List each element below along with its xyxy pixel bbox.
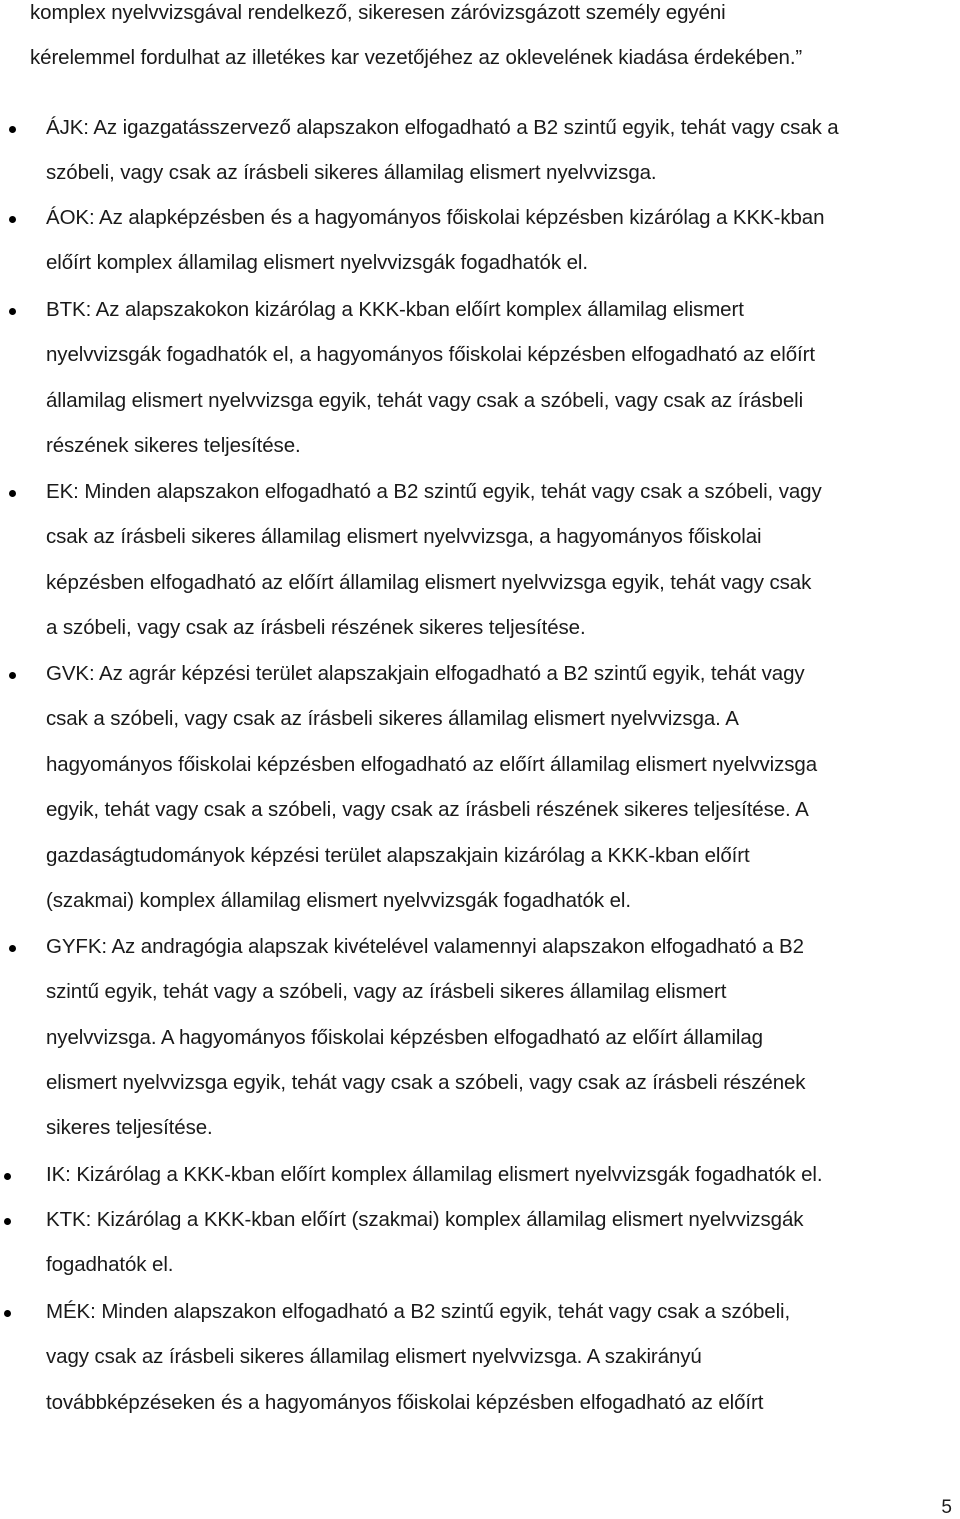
bullet-icon — [9, 216, 16, 223]
text-line: szóbeli, vagy csak az írásbeli sikeres államilag elismert nyelvvizsga. — [46, 161, 657, 184]
text-line: BTK: Az alapszakokon kizárólag a KKK-kban előírt komplex államilag elismert — [46, 298, 744, 321]
bullet-icon — [4, 1218, 11, 1225]
text-line: KTK: Kizárólag a KKK-kban előírt (szakmai) komplex államilag elismert nyelvvizsgák — [46, 1208, 804, 1231]
text-line: sikeres teljesítése. — [46, 1116, 213, 1139]
bullet-icon — [9, 126, 16, 133]
bullet-icon — [4, 1310, 11, 1317]
bullet-icon — [4, 1173, 11, 1180]
bullet-icon — [9, 945, 16, 952]
bullet-icon — [9, 308, 16, 315]
text-line: államilag elismert nyelvvizsga egyik, tehát vagy csak a szóbeli, vagy csak az írásbeli — [46, 389, 804, 412]
text-line: ÁJK: Az igazgatásszervező alapszakon elfogadható a B2 szintű egyik, tehát vagy csak a — [46, 116, 839, 139]
text-line: nyelvvizsgák fogadhatók el, a hagyományos főiskolai képzésben elfogadható az előírt — [46, 343, 815, 366]
text-line: (szakmai) komplex államilag elismert nyelvvizsgák fogadhatók el. — [46, 889, 631, 912]
text-line: csak a szóbeli, vagy csak az írásbeli sikeres államilag elismert nyelvvizsga. A — [46, 707, 739, 730]
text-line: kérelemmel fordulhat az illetékes kar vezetőjéhez az oklevelének kiadása érdekében.” — [30, 46, 803, 69]
text-line: gazdaságtudományok képzési terület alapszakjain kizárólag a KKK-kban előírt — [46, 844, 750, 867]
text-line: GVK: Az agrár képzési terület alapszakjain elfogadható a B2 szintű egyik, tehát vagy — [46, 662, 805, 685]
text-line: továbbképzéseken és a hagyományos főiskolai képzésben elfogadható az előírt — [46, 1391, 764, 1414]
page-number: 5 — [941, 1497, 952, 1518]
bullet-icon — [9, 490, 16, 497]
text-line: képzésben elfogadható az előírt államilag elismert nyelvvizsga egyik, tehát vagy csak — [46, 571, 812, 594]
text-line: fogadhatók el. — [46, 1253, 174, 1276]
text-line: komplex nyelvvizsgával rendelkező, sikeresen záróvizsgázott személy egyéni — [30, 1, 726, 24]
text-line: IK: Kizárólag a KKK-kban előírt komplex államilag elismert nyelvvizsgák fogadhatók el. — [46, 1163, 823, 1186]
bullet-icon — [9, 672, 16, 679]
text-line: MÉK: Minden alapszakon elfogadható a B2 szintű egyik, tehát vagy csak a szóbeli, — [46, 1300, 791, 1323]
text-line: ÁOK: Az alapképzésben és a hagyományos főiskolai képzésben kizárólag a KKK-kban — [46, 206, 825, 229]
text-line: EK: Minden alapszakon elfogadható a B2 szintű egyik, tehát vagy csak a szóbeli, vagy — [46, 480, 822, 503]
text-line: előírt komplex államilag elismert nyelvvizsgák fogadhatók el. — [46, 251, 588, 274]
text-line: részének sikeres teljesítése. — [46, 434, 301, 457]
text-line: vagy csak az írásbeli sikeres államilag elismert nyelvvizsga. A szakirányú — [46, 1345, 702, 1368]
text-line: a szóbeli, vagy csak az írásbeli részének sikeres teljesítése. — [46, 616, 586, 639]
text-line: hagyományos főiskolai képzésben elfogadható az előírt államilag elismert nyelvvizsga — [46, 753, 818, 776]
text-line: GYFK: Az andragógia alapszak kivételével valamennyi alapszakon elfogadható a B2 — [46, 935, 804, 958]
text-line: nyelvvizsga. A hagyományos főiskolai képzésben elfogadható az előírt államilag — [46, 1026, 763, 1049]
text-line: egyik, tehát vagy csak a szóbeli, vagy csak az írásbeli részének sikeres teljesítése. A — [46, 798, 809, 821]
text-line: szintű egyik, tehát vagy a szóbeli, vagy az írásbeli sikeres államilag elismert — [46, 980, 727, 1003]
text-line: elismert nyelvvizsga egyik, tehát vagy csak a szóbeli, vagy csak az írásbeli részének — [46, 1071, 806, 1094]
text-line: csak az írásbeli sikeres államilag elismert nyelvvizsga, a hagyományos főiskolai — [46, 525, 762, 548]
